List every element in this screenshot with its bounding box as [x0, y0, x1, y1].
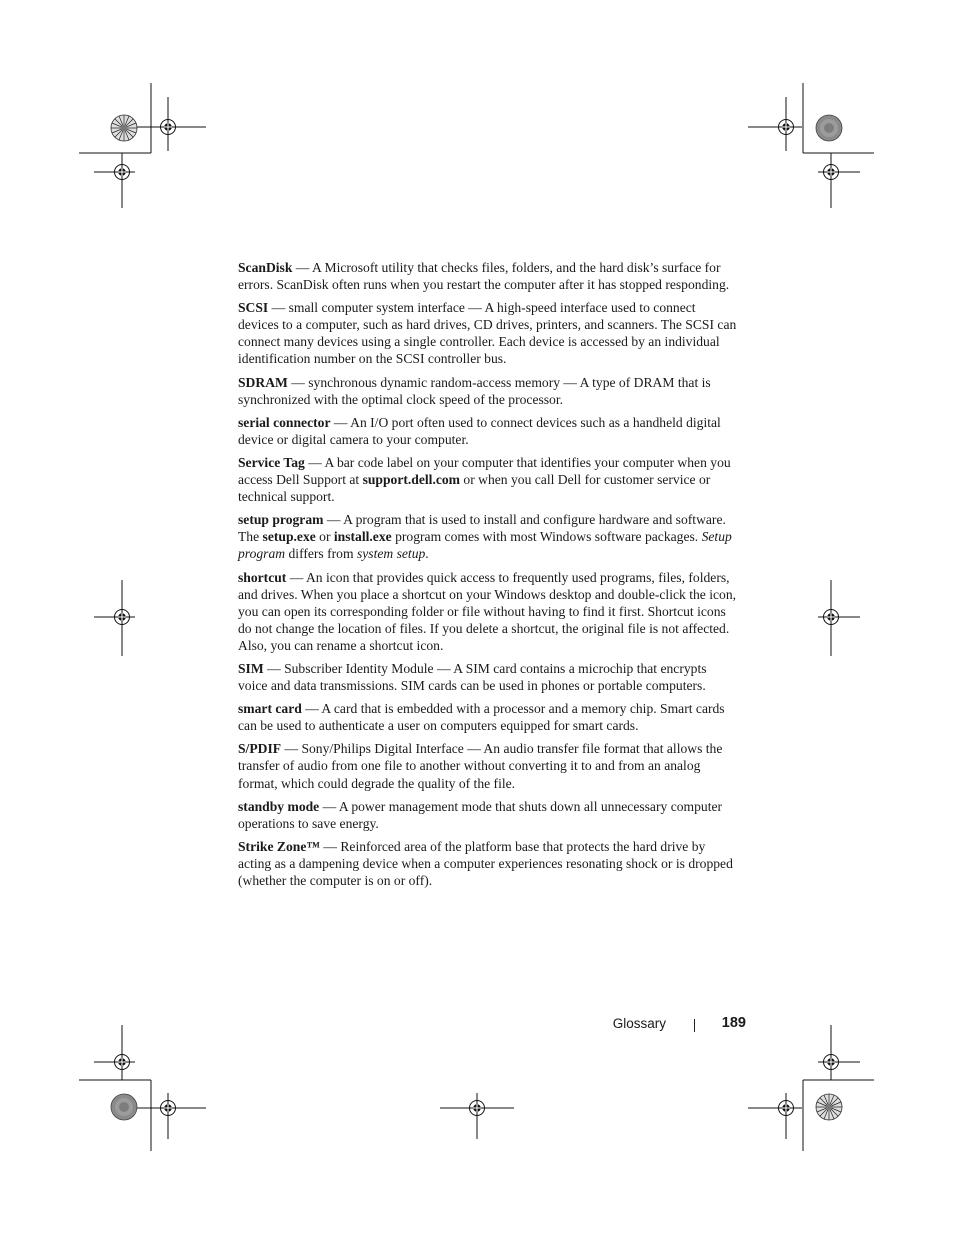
definition-text: — small computer system interface — A high-speed interface used to connect devices to a computer, such as hard drives, CD drives, printers, and scanners. The SCSI can connect many devices using a single controller. Each device is accessed by an individual identification number on the SCSI controller bus.: [238, 300, 737, 367]
glossary-term: standby mode: [238, 798, 320, 814]
glossary-term: Strike Zone™: [238, 838, 320, 854]
definition-text: or when you call Dell for customer service or technical support.: [238, 472, 711, 505]
glossary-entry: [238, 700, 738, 734]
glossary-entry: [238, 740, 738, 791]
glossary-entry: [238, 511, 738, 562]
italic-text: Setup program: [238, 529, 732, 562]
definition-text: — A power management mode that shuts down all unnecessary computer operations to save energy.: [238, 798, 723, 831]
glossary-term: SDRAM: [238, 374, 288, 390]
glossary-term: setup program: [238, 512, 324, 528]
bold-text: install.exe: [333, 529, 392, 545]
glossary-entry: [238, 299, 738, 367]
glossary-entry: [238, 838, 738, 889]
glossary-entry: [238, 454, 738, 505]
definition-text: — Reinforced area of the platform base that protects the hard drive by acting as a dampening device when a computer experiences resonating shock or is dropped (whether the computer is on or off).: [238, 838, 733, 888]
glossary-entry: [238, 414, 738, 448]
definition-text: — An icon that provides quick access to frequently used programs, files, folders, and drives. When you place a shortcut on your Windows desktop and double-click the icon, you can open its corresponding folder or file without having to find it first. Shortcut icons do not change the location of files. If you delete a shortcut, the original file is not affected. Also, you can rename a shortcut icon.: [238, 569, 737, 653]
definition-text: — A bar code label on your computer that identifies your computer when you access Dell Support at: [238, 454, 731, 488]
bold-text: support.dell.com: [362, 472, 461, 488]
glossary-entry: [238, 569, 738, 654]
glossary-term: serial connector: [238, 414, 331, 430]
definition-text: differs from: [285, 546, 357, 562]
definition-text: or: [315, 529, 334, 545]
definition-text: — An I/O port often used to connect devices such as a handheld digital device or digital camera to your computer.: [238, 414, 721, 447]
definition-text: program comes with most Windows software packages.: [391, 529, 702, 545]
page-number: 189: [721, 1015, 746, 1031]
glossary-term: shortcut: [238, 569, 287, 585]
page-footer: [560, 1015, 746, 1035]
italic-text: system setup: [356, 546, 426, 562]
glossary-entry: [238, 660, 738, 694]
glossary-term: S/PDIF: [238, 741, 282, 757]
footer-section-title: Glossary: [612, 1016, 666, 1031]
definition-text: — Sony/Philips Digital Interface — An audio transfer file format that allows the transfer of audio from one file to another without converting it to and from an analog format, which could degrade the quality of the file.: [238, 741, 723, 791]
definition-text: — A program that is used to install and configure hardware and software. The: [238, 512, 726, 545]
definition-text: .: [425, 546, 429, 562]
glossary-entry: [238, 798, 738, 832]
definition-text: — Subscriber Identity Module — A SIM card contains a microchip that encrypts voice and data transmissions. SIM cards can be used in phones or portable computers.: [238, 660, 707, 694]
definition-text: — A Microsoft utility that checks files, folders, and the hard disk’s surface for errors. ScanDisk often runs when you restart the computer after it has stopped responding.: [238, 260, 730, 293]
definition-text: — A card that is embedded with a processor and a memory chip. Smart cards can be used to authenticate a user on computers equipped for smart cards.: [238, 701, 725, 734]
glossary-term: ScanDisk: [238, 260, 293, 275]
definition-text: — synchronous dynamic random-access memory — A type of DRAM that is synchronized with the optimal clock speed of the processor.: [238, 374, 711, 407]
bold-text: setup.exe: [262, 529, 316, 545]
glossary-term: SIM: [238, 660, 264, 676]
glossary-term: smart card: [238, 701, 302, 717]
glossary-entry: [238, 259, 738, 293]
glossary-entries: [238, 259, 738, 895]
glossary-entry: [238, 374, 738, 408]
glossary-term: Service Tag: [238, 454, 305, 470]
footer-separator: [694, 1019, 695, 1032]
glossary-term: SCSI: [238, 300, 269, 316]
